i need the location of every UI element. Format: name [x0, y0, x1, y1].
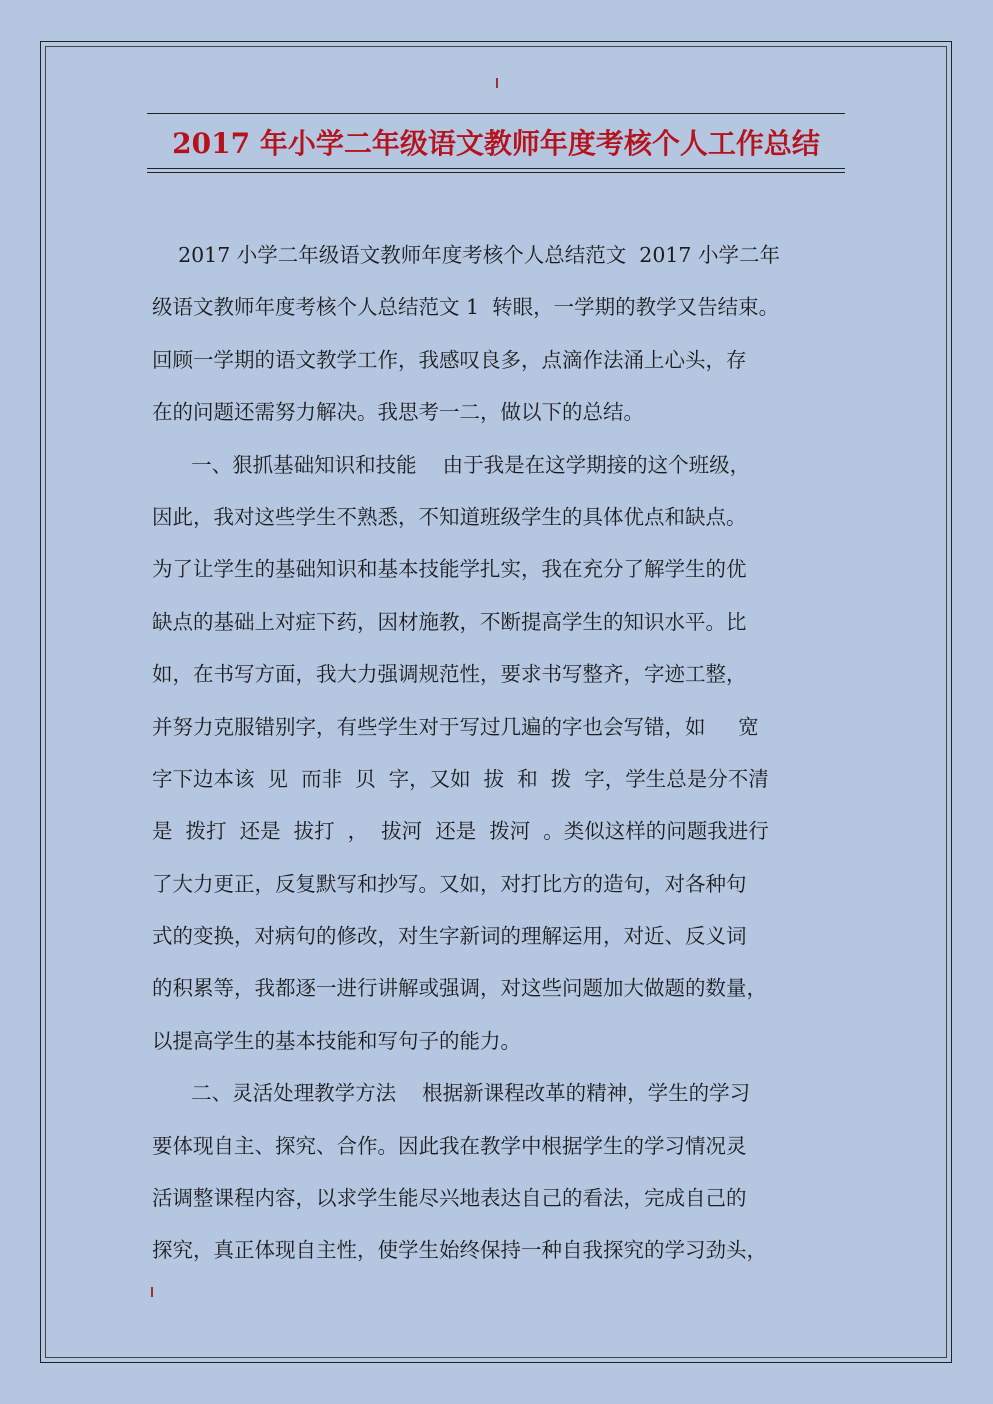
body-line: 二、灵活处理教学方法 根据新课程改革的精神，学生的学习 [152, 1081, 751, 1106]
body-line: 字下边本该 见 而非 贝 字，又如 拔 和 拨 字，学生总是分不清 [152, 766, 769, 791]
body-line: 探究，真正体现自主性，使学生始终保持一种自我探究的学习劲头， [152, 1238, 767, 1263]
body-line: 要体现自主、探究、合作。因此我在教学中根据学生的学习情况灵 [152, 1133, 747, 1158]
body-line: 一、狠抓基础知识和技能 由于我是在这学期接的这个班级， [152, 452, 751, 477]
title-rule-bottom-double [147, 172, 845, 173]
document-title: 2017 年小学二年级语文教师年度考核个人工作总结 [172, 127, 820, 160]
title-rule-bottom [147, 168, 845, 169]
body-line: 以提高学生的基本技能和写句子的能力。 [152, 1028, 521, 1053]
header-marker [496, 78, 498, 88]
body-line: 式的变换，对病句的修改，对生字新词的理解运用，对近、反义词 [152, 924, 747, 949]
body-line: 缺点的基础上对症下药，因材施教，不断提高学生的知识水平。比 [152, 609, 747, 634]
title-rule-top [147, 113, 845, 114]
body-line: 因此，我对这些学生不熟悉，不知道班级学生的具体优点和缺点。 [152, 504, 747, 529]
body-line: 了大力更正，反复默写和抄写。又如，对打比方的造句，对各种句 [152, 871, 747, 896]
body-line: 级语文教师年度考核个人总结范文 1 转眼，一学期的教学又告结束。 [152, 295, 780, 320]
body-line: 在的问题还需努力解决。我思考一二，做以下的总结。 [152, 400, 644, 425]
body-line: 2017 小学二年级语文教师年度考核个人总结范文 2017 小学二年 [152, 243, 780, 267]
body-line: 回顾一学期的语文教学工作，我感叹良多，点滴作法涌上心头，存 [152, 347, 747, 372]
body-line: 是 拨打 还是 拔打 ， 拔河 还是 拨河 。类似这样的问题我进行 [152, 819, 769, 844]
body-line: 活调整课程内容，以求学生能尽兴地表达自己的看法，完成自己的 [152, 1186, 747, 1211]
footer-marker [151, 1287, 153, 1297]
body-line: 如，在书写方面，我大力强调规范性，要求书写整齐，字迹工整， [152, 662, 747, 687]
document-body [152, 229, 846, 1277]
body-line: 为了让学生的基础知识和基本技能学扎实，我在充分了解学生的优 [152, 557, 747, 582]
body-line: 的积累等，我都逐一进行讲解或强调，对这些问题加大做题的数量， [152, 976, 767, 1001]
body-line: 并努力克服错别字，有些学生对于写过几遍的字也会写错，如 宽 [152, 714, 759, 739]
